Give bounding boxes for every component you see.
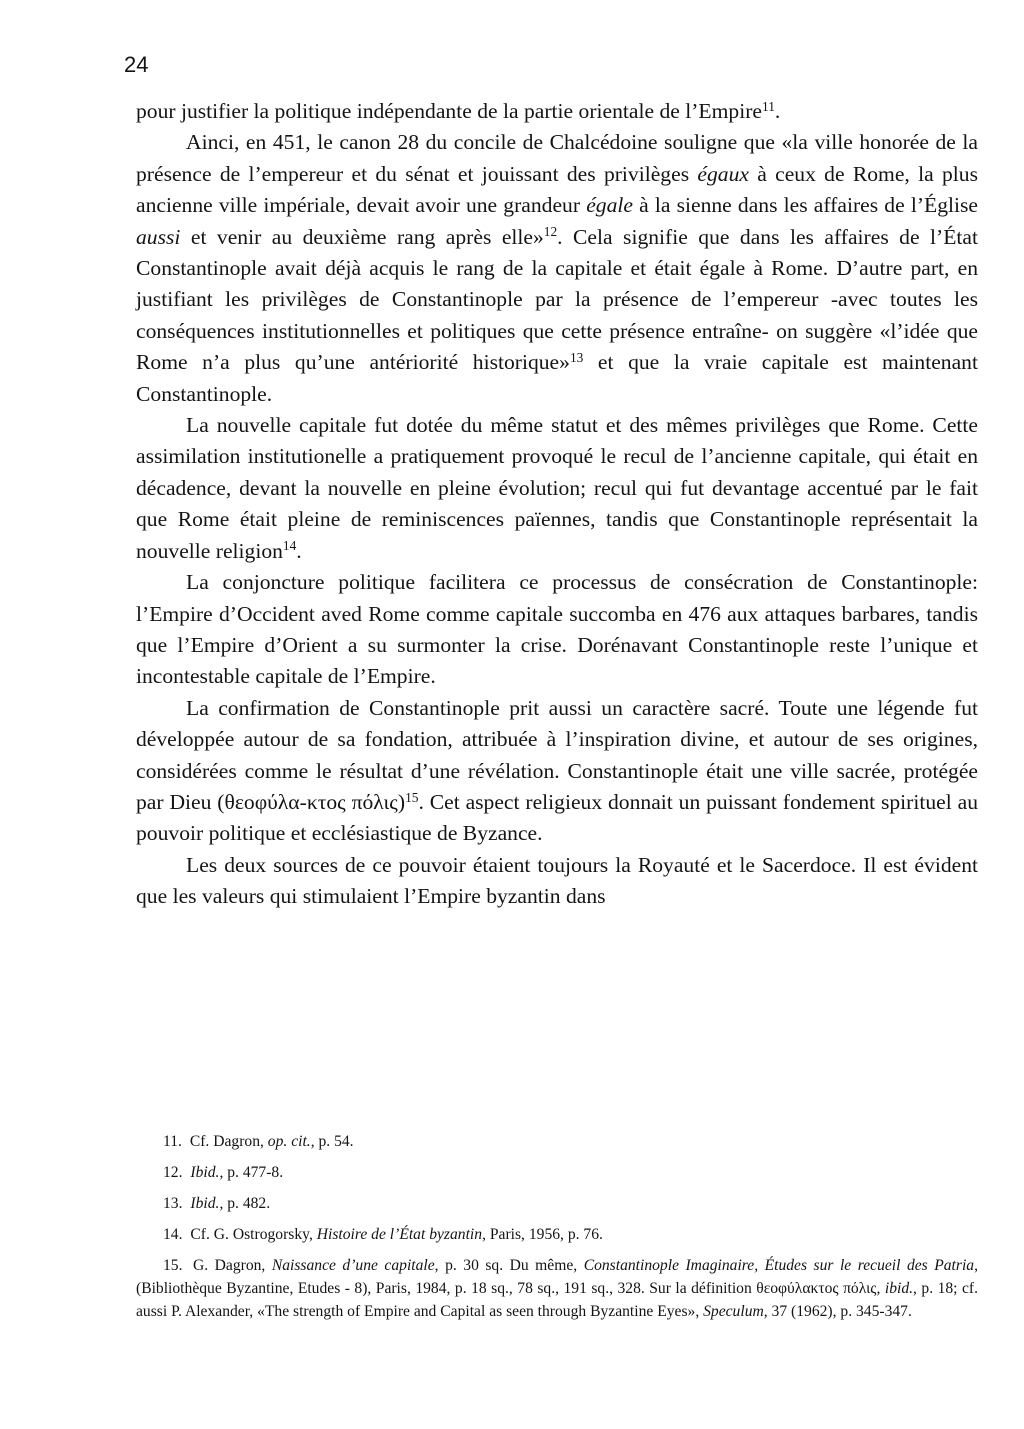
- footnote-number: 11.: [163, 1133, 182, 1150]
- footnote-number: 14.: [163, 1226, 183, 1243]
- footnote: [136, 1223, 978, 1246]
- italic-text: égaux: [697, 161, 749, 186]
- text-run: à la sienne dans les affaires de l’Église: [632, 193, 978, 218]
- text-run: , 37 (1962), p. 345-347.: [763, 1303, 912, 1320]
- text-run: . Cela signifie que dans les affaires de l’État Constantinople avait déjà acquis le rang de la capitale et était égale à Rome. D’autre part, en justifiant les privilèges de Constantinople par la présence de l’empereur -avec toutes les conséquences institutionnelles et politiques que cette présence entraîne- on suggère «l’idée que Rome n’a plus qu’une antériorité historique»: [136, 224, 978, 375]
- text-run: Les deux sources de ce pouvoir étaient toujours la Royauté et le Sacerdoce. Il est évident que les valeurs qui stimulaient l’Empire byzantin dans: [136, 852, 978, 909]
- text-run: G. Dagron,: [193, 1257, 272, 1274]
- text-run: . Cet aspect religieux donnait un puissant fondement spirituel au pouvoir politique et ecclésiastique de Byzance.: [136, 789, 979, 846]
- footnote-number: 13.: [163, 1195, 183, 1212]
- text-run: Cf. G. Ostrogorsky,: [190, 1226, 317, 1243]
- text-run: , p. 30 sq. Du même,: [434, 1257, 584, 1274]
- text-run: .: [296, 538, 302, 563]
- footnote-ref: 11: [762, 98, 775, 114]
- paragraph: [136, 96, 978, 127]
- text-run: , p. 482.: [219, 1195, 271, 1212]
- footnotes: [136, 1130, 978, 1331]
- text-run: La conjoncture politique facilitera ce processus de consécration de Constantinople: l’Empire d’Occident aved Rome comme capitale succomba en 476 aux attaques barbares, tandis que l’Empire d’Orient a su surmonter la crise. Dorénavant Constantinople reste l’unique et incontestable capitale de l’Empire.: [136, 570, 978, 689]
- footnote-ref: 13: [569, 349, 584, 365]
- paragraph: [136, 567, 978, 693]
- italic-text: Ibid.: [190, 1195, 220, 1212]
- italic-text: Ibid.: [190, 1164, 220, 1181]
- footnote-ref: 12: [543, 224, 558, 240]
- text-run: à ceux de Rome, la plus ancienne ville impériale, devait avoir une grandeur: [136, 161, 978, 218]
- italic-text: ibid.: [884, 1280, 914, 1297]
- italic-text: Naissance d’une capitale: [271, 1257, 435, 1274]
- italic-text: égale: [586, 193, 633, 218]
- italic-text: Histoire de l’État byzantin: [316, 1226, 483, 1243]
- text-run: pour justifier la politique indépendante de la partie orientale de l’Empire: [136, 99, 762, 123]
- text-run: .: [774, 99, 781, 123]
- text-run: , (Bibliothèque Byzantine, Etudes - 8), Paris, 1984, p. 18 sq., 78 sq., 191 sq., 328. Sur la définition θεοφύλακτος πόλις,: [136, 1257, 978, 1297]
- footnote-number: 12.: [163, 1164, 183, 1181]
- footnote-ref: 15: [405, 789, 419, 805]
- text-run: et que la vraie capitale est maintenant Constantinople.: [136, 350, 978, 406]
- text-run: , p. 18; cf. aussi P. Alexander, «The strength of Empire and Capital as seen through Byzantine Eyes»,: [136, 1280, 978, 1320]
- text-run: Ainci, en 451, le canon 28 du concile de Chalcédoine souligne que «la ville honorée de la présence de l’empereur et du sénat et jouissant des privilèges: [136, 130, 978, 186]
- main-text: [136, 96, 978, 913]
- italic-text: Constantinople Imaginaire, Études sur le recueil des Patria: [583, 1257, 975, 1274]
- italic-text: aussi: [136, 224, 181, 249]
- footnote: [136, 1192, 978, 1215]
- text-run: , Paris, 1956, p. 76.: [482, 1226, 603, 1243]
- text-run: Cf. Dagron,: [189, 1133, 268, 1150]
- footnote: [136, 1254, 978, 1323]
- text-run: La confirmation de Constantinople prit aussi un caractère sacré. Toute une légende fut développée autour de sa fondation, attribuée à l’inspiration divine, et autour de ses origines, considérées comme le résultat d’une révélation. Constantinople était une ville sacrée, protégée par Dieu (θεοφύλα-κτος πόλις): [136, 695, 978, 814]
- paragraph: [136, 410, 978, 567]
- text-run: La nouvelle capitale fut dotée du même statut et des mêmes privilèges que Rome. Cette assimilation institutionelle a pratiquement provoqué le recul de l’ancienne capitale, qui était en décadence, devant la nouvelle en pleine évolution; recul qui fut devantage accentué par le fait que Rome était pleine de reminiscences païennes, tandis que Constantinople représentait la nouvelle religion: [136, 413, 978, 563]
- page-number: 24: [124, 52, 149, 77]
- paragraph: [136, 850, 978, 913]
- footnote-ref: 14: [282, 538, 297, 554]
- text-run: , p. 477-8.: [219, 1164, 284, 1181]
- italic-text: op. cit.: [267, 1133, 311, 1150]
- footnote: [136, 1130, 978, 1153]
- footnote-number: 15.: [163, 1257, 183, 1274]
- paragraph: [136, 127, 978, 410]
- footnote: [136, 1161, 978, 1184]
- paragraph: [136, 693, 978, 850]
- text-run: , p. 54.: [310, 1133, 354, 1150]
- text-run: et venir au deuxième rang après elle»: [180, 224, 544, 249]
- italic-text: Speculum: [703, 1303, 764, 1320]
